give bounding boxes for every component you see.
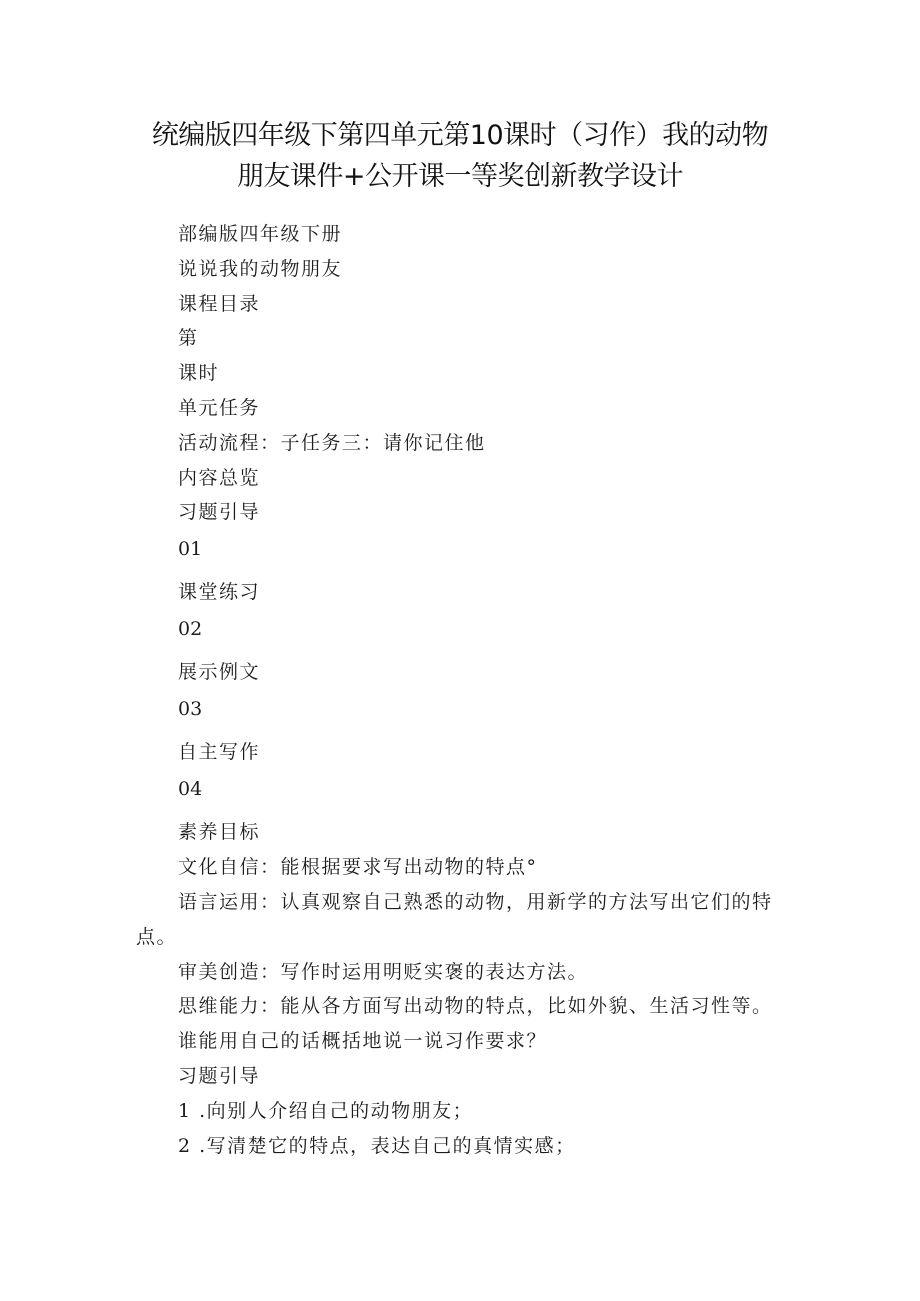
text-line: 课时 — [178, 362, 220, 384]
text-line-continuation: 点。 — [136, 926, 178, 948]
text-line: 课程目录 — [178, 293, 261, 315]
document-title-line-2: 朋友课件+公开课一等奖创新教学设计 — [236, 161, 684, 192]
text-line: 语言运用：认真观察自己熟悉的动物，用新学的方法写出它们的特 — [178, 891, 773, 913]
section-number: 01 — [178, 538, 203, 560]
text-line: 第 — [178, 327, 199, 349]
text-line: 审美创造：写作时运用明贬实褒的表达方法。 — [178, 961, 589, 983]
document-title-line-1: 统编版四年级下第四单元第10课时（习作）我的动物 — [151, 120, 769, 151]
text-line: 部编版四年级下册 — [178, 223, 343, 245]
list-item: 2 .写清楚它的特点，表达自己的真情实感； — [178, 1135, 576, 1157]
text-line: 谁能用自己的话概括地说一说习作要求？ — [178, 1030, 548, 1052]
text-line: 习题引导 — [178, 501, 261, 523]
section-number: 04 — [178, 778, 203, 800]
text-line: 文化自信：能根据要求写出动物的特点° — [178, 856, 538, 878]
text-line: 习题引导 — [178, 1065, 261, 1087]
text-line: 说说我的动物朋友 — [178, 258, 343, 280]
text-line: 思维能力：能从各方面写出动物的特点，比如外貌、生活习性等。 — [178, 995, 773, 1017]
text-line: 自主写作 — [178, 741, 261, 763]
text-line: 课堂练习 — [178, 581, 261, 603]
text-line: 单元任务 — [178, 397, 261, 419]
list-item: 1 .向别人介绍自己的动物朋友； — [178, 1100, 474, 1122]
text-line: 素养目标 — [178, 821, 261, 843]
text-line: 内容总览 — [178, 467, 261, 489]
text-line: 展示例文 — [178, 661, 261, 683]
text-line: 活动流程：子任务三：请你记住他 — [178, 432, 486, 454]
section-number: 02 — [178, 618, 203, 640]
section-number: 03 — [178, 698, 203, 720]
